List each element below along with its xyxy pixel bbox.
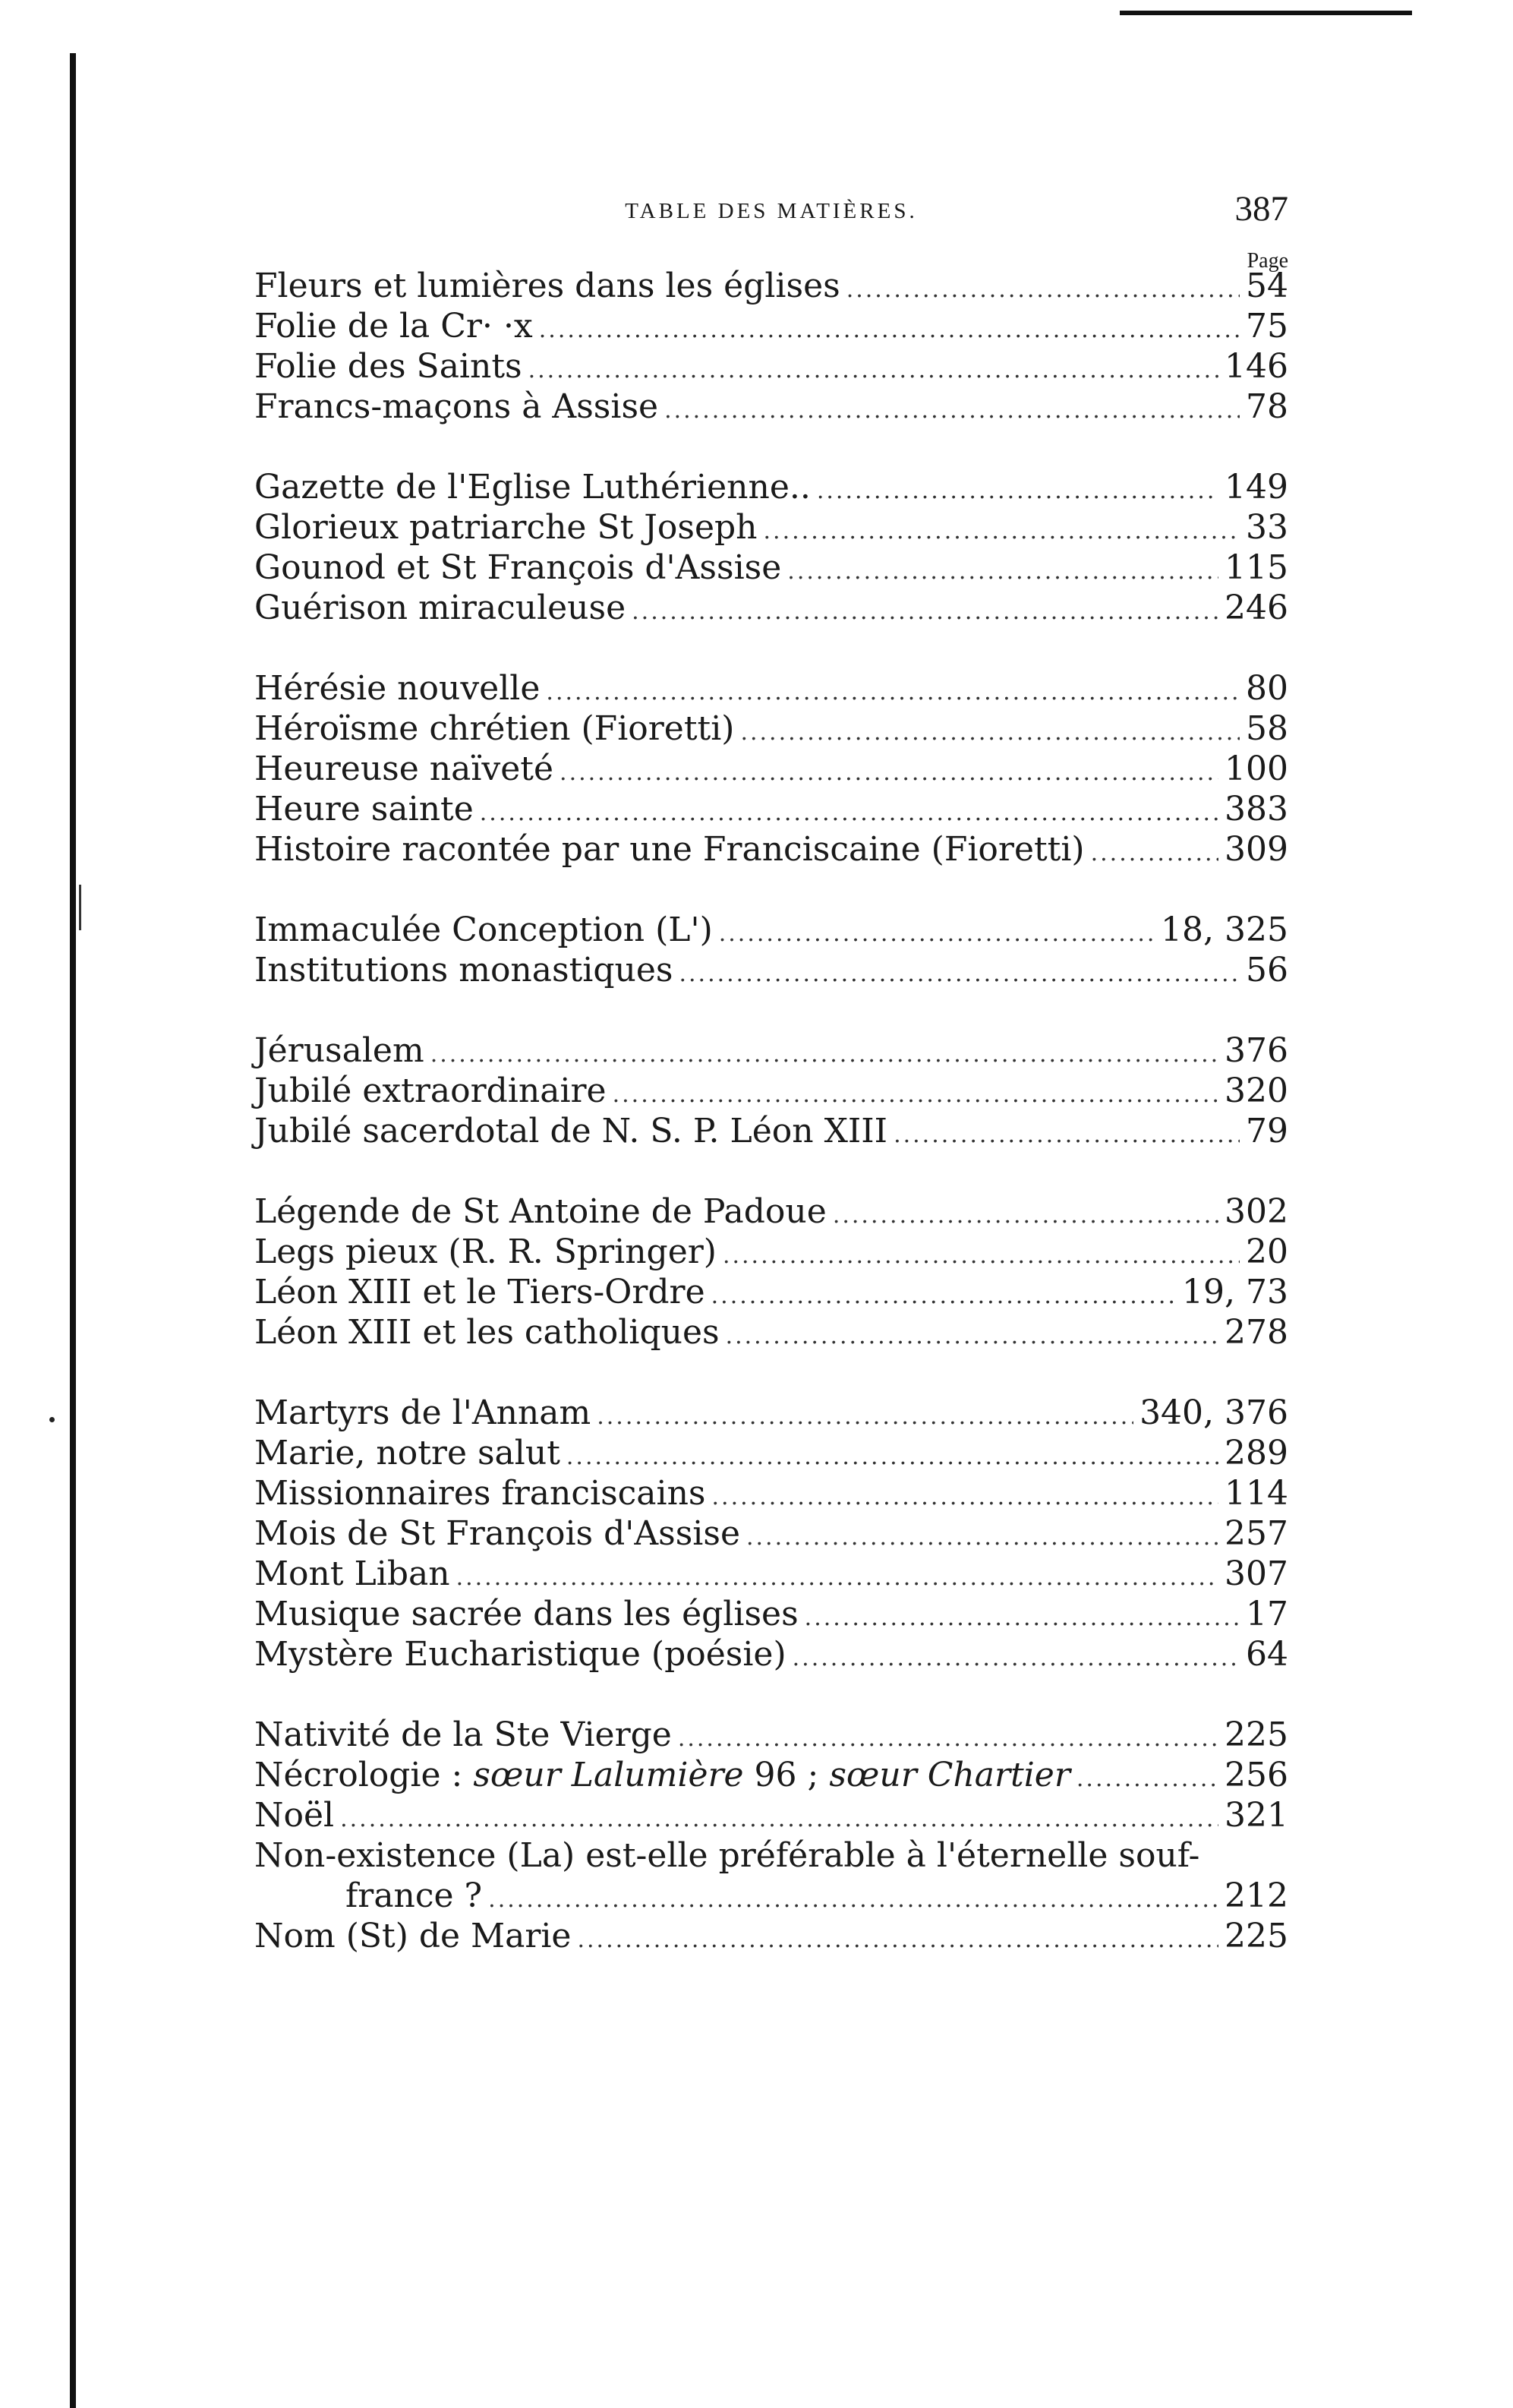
entry-title: Marie, notre salut — [254, 1434, 560, 1472]
dot-leader — [566, 1437, 1218, 1477]
stray-mark — [49, 1417, 55, 1422]
toc-group-i — [254, 910, 1288, 990]
toc-entry — [254, 507, 1288, 548]
entry-pages: 79 — [1246, 1112, 1288, 1150]
entry-pages: 225 — [1225, 1715, 1288, 1754]
entry-pages: 33 — [1246, 508, 1288, 547]
entry-title-plain: 96 ; — [743, 1756, 830, 1794]
dot-leader — [480, 793, 1218, 833]
toc-entry — [254, 789, 1288, 829]
entry-pages: 340, 376 — [1139, 1393, 1288, 1432]
toc-entry — [254, 910, 1288, 950]
entry-title-plain: Nécrologie : — [254, 1756, 474, 1794]
entry-title: Noël — [254, 1796, 335, 1835]
entry-title: Martyrs de l'Annam — [254, 1393, 591, 1432]
toc-entry — [254, 1191, 1288, 1232]
dot-leader — [456, 1557, 1218, 1598]
entry-title: Nativité de la Ste Vierge — [254, 1715, 672, 1754]
entry-title: Héroïsme chrétien (Fioretti) — [254, 709, 735, 748]
toc-group-m — [254, 1393, 1288, 1674]
toc-entry — [254, 1594, 1288, 1634]
entry-pages: 149 — [1225, 468, 1288, 507]
entry-pages: 376 — [1225, 1031, 1288, 1070]
toc-entry — [254, 749, 1288, 789]
entry-pages: 256 — [1225, 1756, 1288, 1794]
dot-leader — [805, 1598, 1240, 1638]
table-of-contents — [254, 266, 1288, 1996]
entry-title: Jubilé extraordinaire — [254, 1071, 607, 1110]
entry-pages: 100 — [1225, 750, 1288, 788]
toc-entry — [254, 1111, 1288, 1151]
entry-pages: 321 — [1225, 1796, 1288, 1835]
toc-entry — [254, 266, 1288, 306]
entry-pages: 146 — [1225, 347, 1288, 386]
dot-leader — [577, 1920, 1218, 1960]
toc-entry — [254, 346, 1288, 387]
entry-pages: 309 — [1225, 830, 1288, 869]
entry-pages: 307 — [1225, 1554, 1288, 1593]
toc-entry — [254, 1554, 1288, 1594]
running-title: TABLE DES MATIÈRES. — [625, 199, 918, 223]
entry-title: Légende de St Antoine de Padoue — [254, 1192, 827, 1231]
entry-pages: 289 — [1225, 1434, 1288, 1472]
toc-group-f — [254, 266, 1288, 427]
dot-leader — [787, 551, 1218, 592]
toc-entry — [254, 1393, 1288, 1433]
entry-title: Mois de St François d'Assise — [254, 1514, 740, 1553]
dot-leader — [1091, 833, 1218, 873]
entry-title: Francs-maçons à Assise — [254, 387, 659, 426]
dot-leader — [539, 310, 1240, 350]
dot-leader — [719, 914, 1155, 954]
page-number: 387 — [1234, 189, 1288, 229]
entry-pages: 257 — [1225, 1514, 1288, 1553]
toc-entry — [254, 306, 1288, 346]
entry-title-italic: sœur Chartier — [829, 1756, 1070, 1794]
entry-pages: 20 — [1246, 1232, 1288, 1271]
dot-leader — [712, 1477, 1219, 1517]
dot-leader — [723, 1236, 1240, 1276]
toc-entry — [254, 387, 1288, 427]
margin-mark — [79, 885, 81, 930]
toc-entry — [254, 1473, 1288, 1513]
toc-entry — [254, 950, 1288, 990]
dot-leader — [740, 712, 1240, 753]
entry-title: Nom (St) de Marie — [254, 1917, 572, 1955]
entry-pages: 212 — [1225, 1876, 1288, 1915]
entry-title: Non-existence (La) est-elle préférable à l'éternelle souf- — [254, 1836, 1200, 1875]
dot-leader — [528, 350, 1218, 390]
entry-title: Glorieux patriarche St Joseph — [254, 508, 758, 547]
toc-group-g — [254, 467, 1288, 628]
dot-leader — [1076, 1759, 1218, 1799]
toc-entry — [254, 1272, 1288, 1312]
entry-pages: 246 — [1225, 589, 1288, 627]
entry-title: Jubilé sacerdotal de N. S. P. Léon XIII — [254, 1112, 888, 1150]
toc-entry — [254, 1232, 1288, 1272]
entry-title: Léon XIII et les catholiques — [254, 1313, 720, 1352]
toc-entry — [254, 829, 1288, 869]
dot-leader — [488, 1879, 1218, 1920]
toc-entry — [254, 588, 1288, 628]
entry-pages: 78 — [1246, 387, 1288, 426]
entry-pages: 383 — [1225, 790, 1288, 828]
entry-title: Legs pieux (R. R. Springer) — [254, 1232, 717, 1271]
entry-title: Immaculée Conception (L') — [254, 910, 713, 949]
toc-group-j — [254, 1030, 1288, 1151]
page-column-label: Page — [1247, 249, 1288, 273]
dot-leader — [632, 592, 1218, 632]
entry-title: Folie de la Cr· ·x — [254, 307, 533, 346]
dot-leader — [711, 1276, 1176, 1316]
dot-leader — [846, 270, 1240, 310]
toc-entry — [254, 668, 1288, 709]
toc-entry-first-line — [254, 1835, 1288, 1876]
entry-pages: 54 — [1246, 267, 1288, 305]
toc-entry — [254, 467, 1288, 507]
entry-pages: 17 — [1246, 1595, 1288, 1633]
toc-group-n — [254, 1715, 1288, 1956]
toc-entry — [254, 548, 1288, 588]
entry-pages: 80 — [1246, 669, 1288, 708]
entry-title: Gounod et St François d'Assise — [254, 548, 782, 587]
entry-title: Folie des Saints — [254, 347, 522, 386]
dot-leader — [817, 471, 1218, 511]
dot-leader — [746, 1517, 1218, 1557]
entry-title: Heureuse naïveté — [254, 750, 554, 788]
dot-leader — [764, 511, 1240, 551]
dot-leader — [597, 1397, 1133, 1437]
toc-entry-continuation — [254, 1876, 1288, 1916]
entry-pages: 75 — [1246, 307, 1288, 346]
entry-title: Hérésie nouvelle — [254, 669, 541, 708]
entry-title: Jérusalem — [254, 1031, 424, 1070]
entry-pages: 278 — [1225, 1313, 1288, 1352]
dot-leader — [726, 1316, 1218, 1356]
entry-pages: 18, 325 — [1161, 910, 1288, 949]
dot-leader — [559, 753, 1218, 793]
entry-title: Missionnaires franciscains — [254, 1474, 706, 1513]
dot-leader — [430, 1034, 1218, 1075]
entry-title — [254, 1755, 1070, 1795]
entry-title: Institutions monastiques — [254, 951, 673, 989]
entry-pages: 56 — [1246, 951, 1288, 989]
toc-group-l — [254, 1191, 1288, 1352]
entry-pages: 225 — [1225, 1917, 1288, 1955]
entry-title: Histoire racontée par une Franciscaine (Fioretti) — [254, 830, 1085, 869]
entry-pages: 320 — [1225, 1071, 1288, 1110]
entry-title: Mystère Eucharistique (poésie) — [254, 1635, 786, 1674]
toc-entry — [254, 1513, 1288, 1554]
entry-pages: 64 — [1246, 1635, 1288, 1674]
dot-leader — [340, 1799, 1218, 1839]
toc-entry — [254, 1715, 1288, 1755]
toc-entry — [254, 1755, 1288, 1795]
page-header — [254, 188, 1288, 234]
entry-pages: 114 — [1225, 1474, 1288, 1513]
entry-title: Guérison miraculeuse — [254, 589, 626, 627]
binding-edge-rule — [70, 53, 76, 2408]
dot-leader — [793, 1638, 1240, 1678]
entry-title: Léon XIII et le Tiers-Ordre — [254, 1273, 705, 1311]
entry-title-italic: sœur Lalumière — [473, 1756, 744, 1794]
toc-entry — [254, 1312, 1288, 1352]
toc-entry — [254, 1030, 1288, 1071]
toc-group-h — [254, 668, 1288, 869]
dot-leader — [894, 1115, 1240, 1155]
entry-title: Musique sacrée dans les églises — [254, 1595, 799, 1633]
toc-entry — [254, 1071, 1288, 1111]
entry-pages: 302 — [1225, 1192, 1288, 1231]
entry-title-continuation: france ? — [345, 1876, 483, 1915]
entry-pages: 19, 73 — [1182, 1273, 1288, 1311]
top-rule — [1120, 11, 1412, 15]
toc-entry — [254, 1433, 1288, 1473]
toc-entry — [254, 1916, 1288, 1956]
entry-pages: 115 — [1225, 548, 1288, 587]
entry-title: Gazette de l'Eglise Luthérienne.. — [254, 468, 811, 507]
entry-pages: 58 — [1246, 709, 1288, 748]
dot-leader — [664, 390, 1240, 431]
dot-leader — [833, 1195, 1218, 1236]
dot-leader — [678, 1718, 1218, 1759]
entry-title: Fleurs et lumières dans les églises — [254, 267, 840, 305]
toc-entry — [254, 1634, 1288, 1674]
dot-leader — [679, 954, 1240, 994]
dot-leader — [613, 1075, 1218, 1115]
entry-title: Mont Liban — [254, 1554, 450, 1593]
toc-entry — [254, 1795, 1288, 1835]
dot-leader — [546, 672, 1240, 712]
entry-title: Heure sainte — [254, 790, 474, 828]
toc-entry — [254, 709, 1288, 749]
